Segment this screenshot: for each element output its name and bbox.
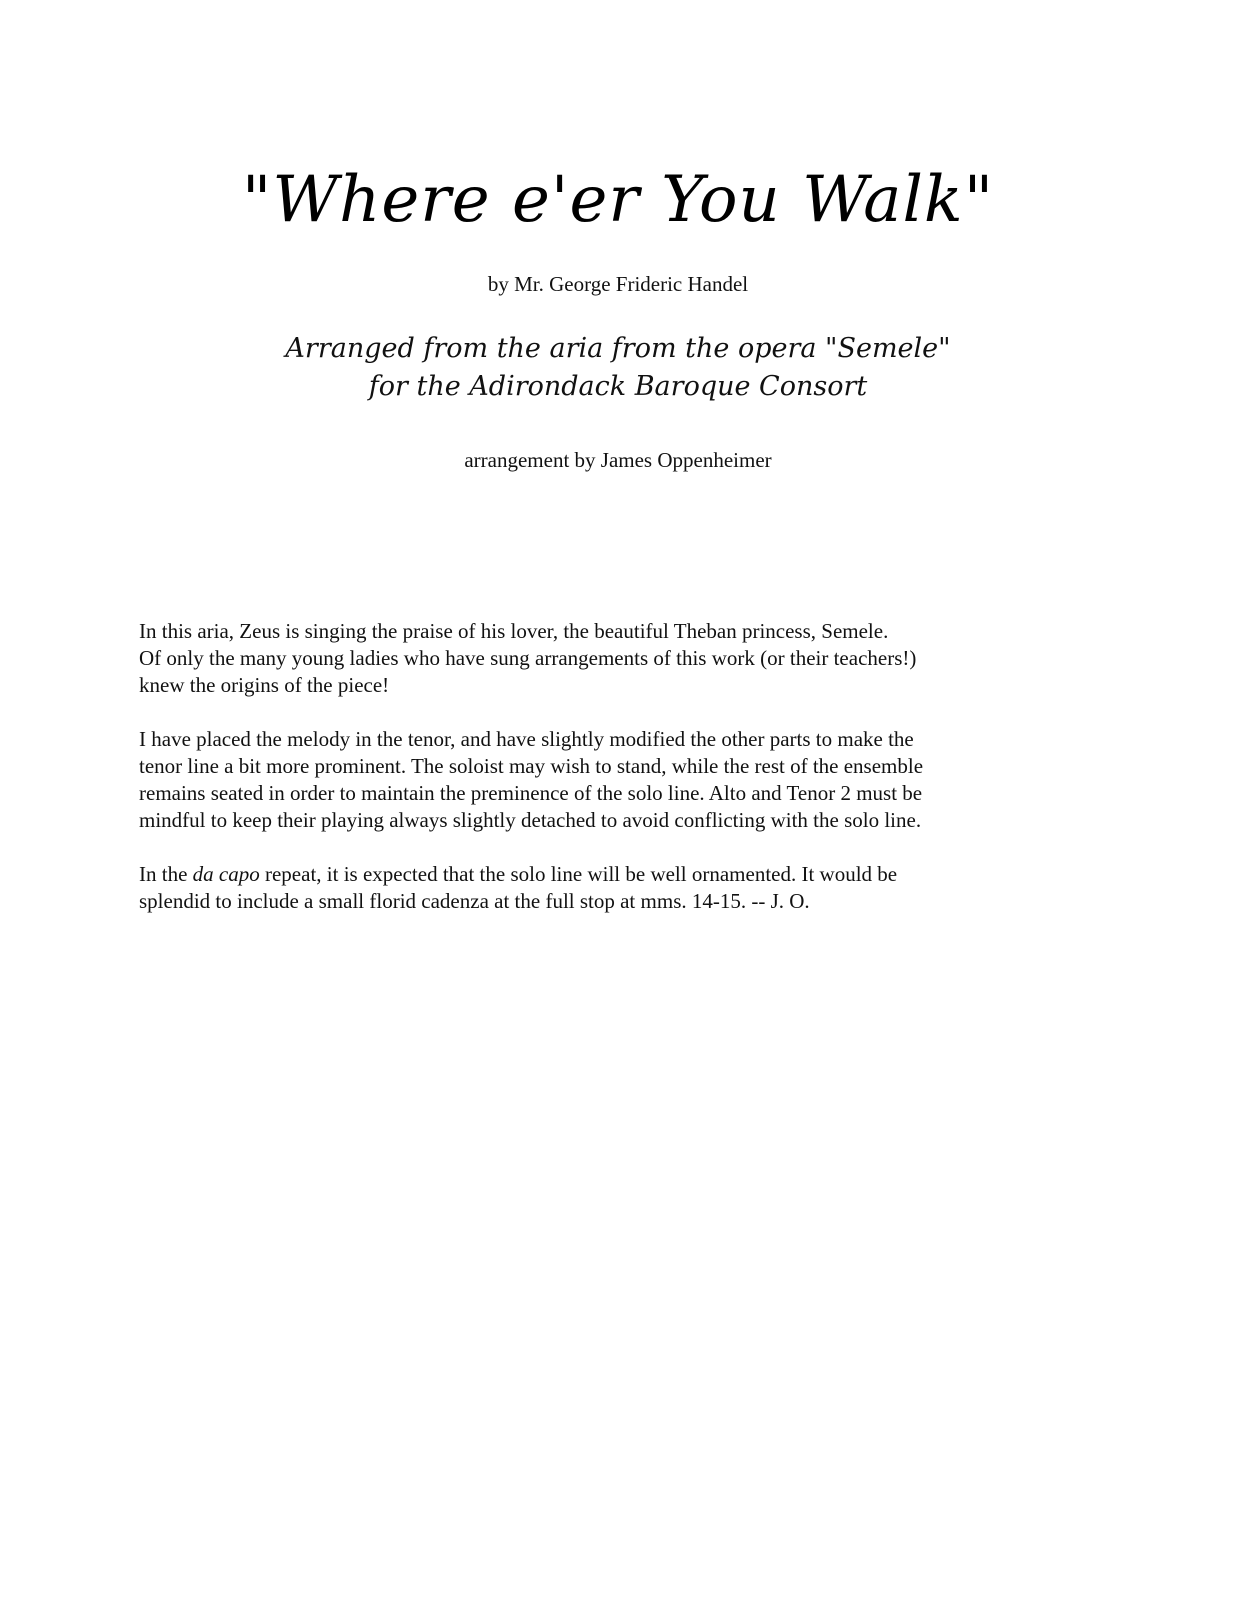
notes-p3-line-2: splendid to include a small florid cadenza at the full stop at mms. 14-15. -- J. O. [139,889,810,913]
page-title: "Where e'er You Walk" [241,163,995,237]
notes-p3-line-1-start: In the [139,862,193,886]
subtitle-line-1: Arranged from the aria from the opera "Semele" [285,333,951,364]
notes-paragraph-2 [139,726,1039,834]
notes-p2-line-3: remains seated in order to maintain the preminence of the solo line. Alto and Tenor 2 must be [139,781,923,805]
notes-p1-line-2: Of only the many young ladies who have sung arrangements of this work (or their teachers!) [139,646,917,670]
notes-p3-line-1 [139,861,1039,888]
subtitle-line-2: for the Adirondack Baroque Consort [368,371,868,402]
notes-p2-line-2: tenor line a bit more prominent. The soloist may wish to stand, while the rest of the ensemble [139,754,924,778]
arranger-credit: arrangement by James Oppenheimer [464,448,772,472]
arrangement-subtitle [0,330,1236,406]
notes-p3-line-1-end: repeat, it is expected that the solo line will be well ornamented. It would be [259,862,898,886]
notes-p2-line-4: mindful to keep their playing always slightly detached to avoid conflicting with the solo line. [139,808,922,832]
notes-paragraph-1 [139,618,1039,699]
da-capo-term: da capo [192,862,260,886]
notes-paragraph-3 [139,861,1039,915]
notes-p1-line-1: In this aria, Zeus is singing the praise of his lover, the beautiful Theban princess, Semele. [139,619,889,643]
composer-byline: by Mr. George Frideric Handel [487,272,749,296]
notes-p2-line-1: I have placed the melody in the tenor, and have slightly modified the other parts to make the [139,727,914,751]
notes-p1-line-3: knew the origins of the piece! [139,673,390,697]
program-notes [139,618,1039,942]
